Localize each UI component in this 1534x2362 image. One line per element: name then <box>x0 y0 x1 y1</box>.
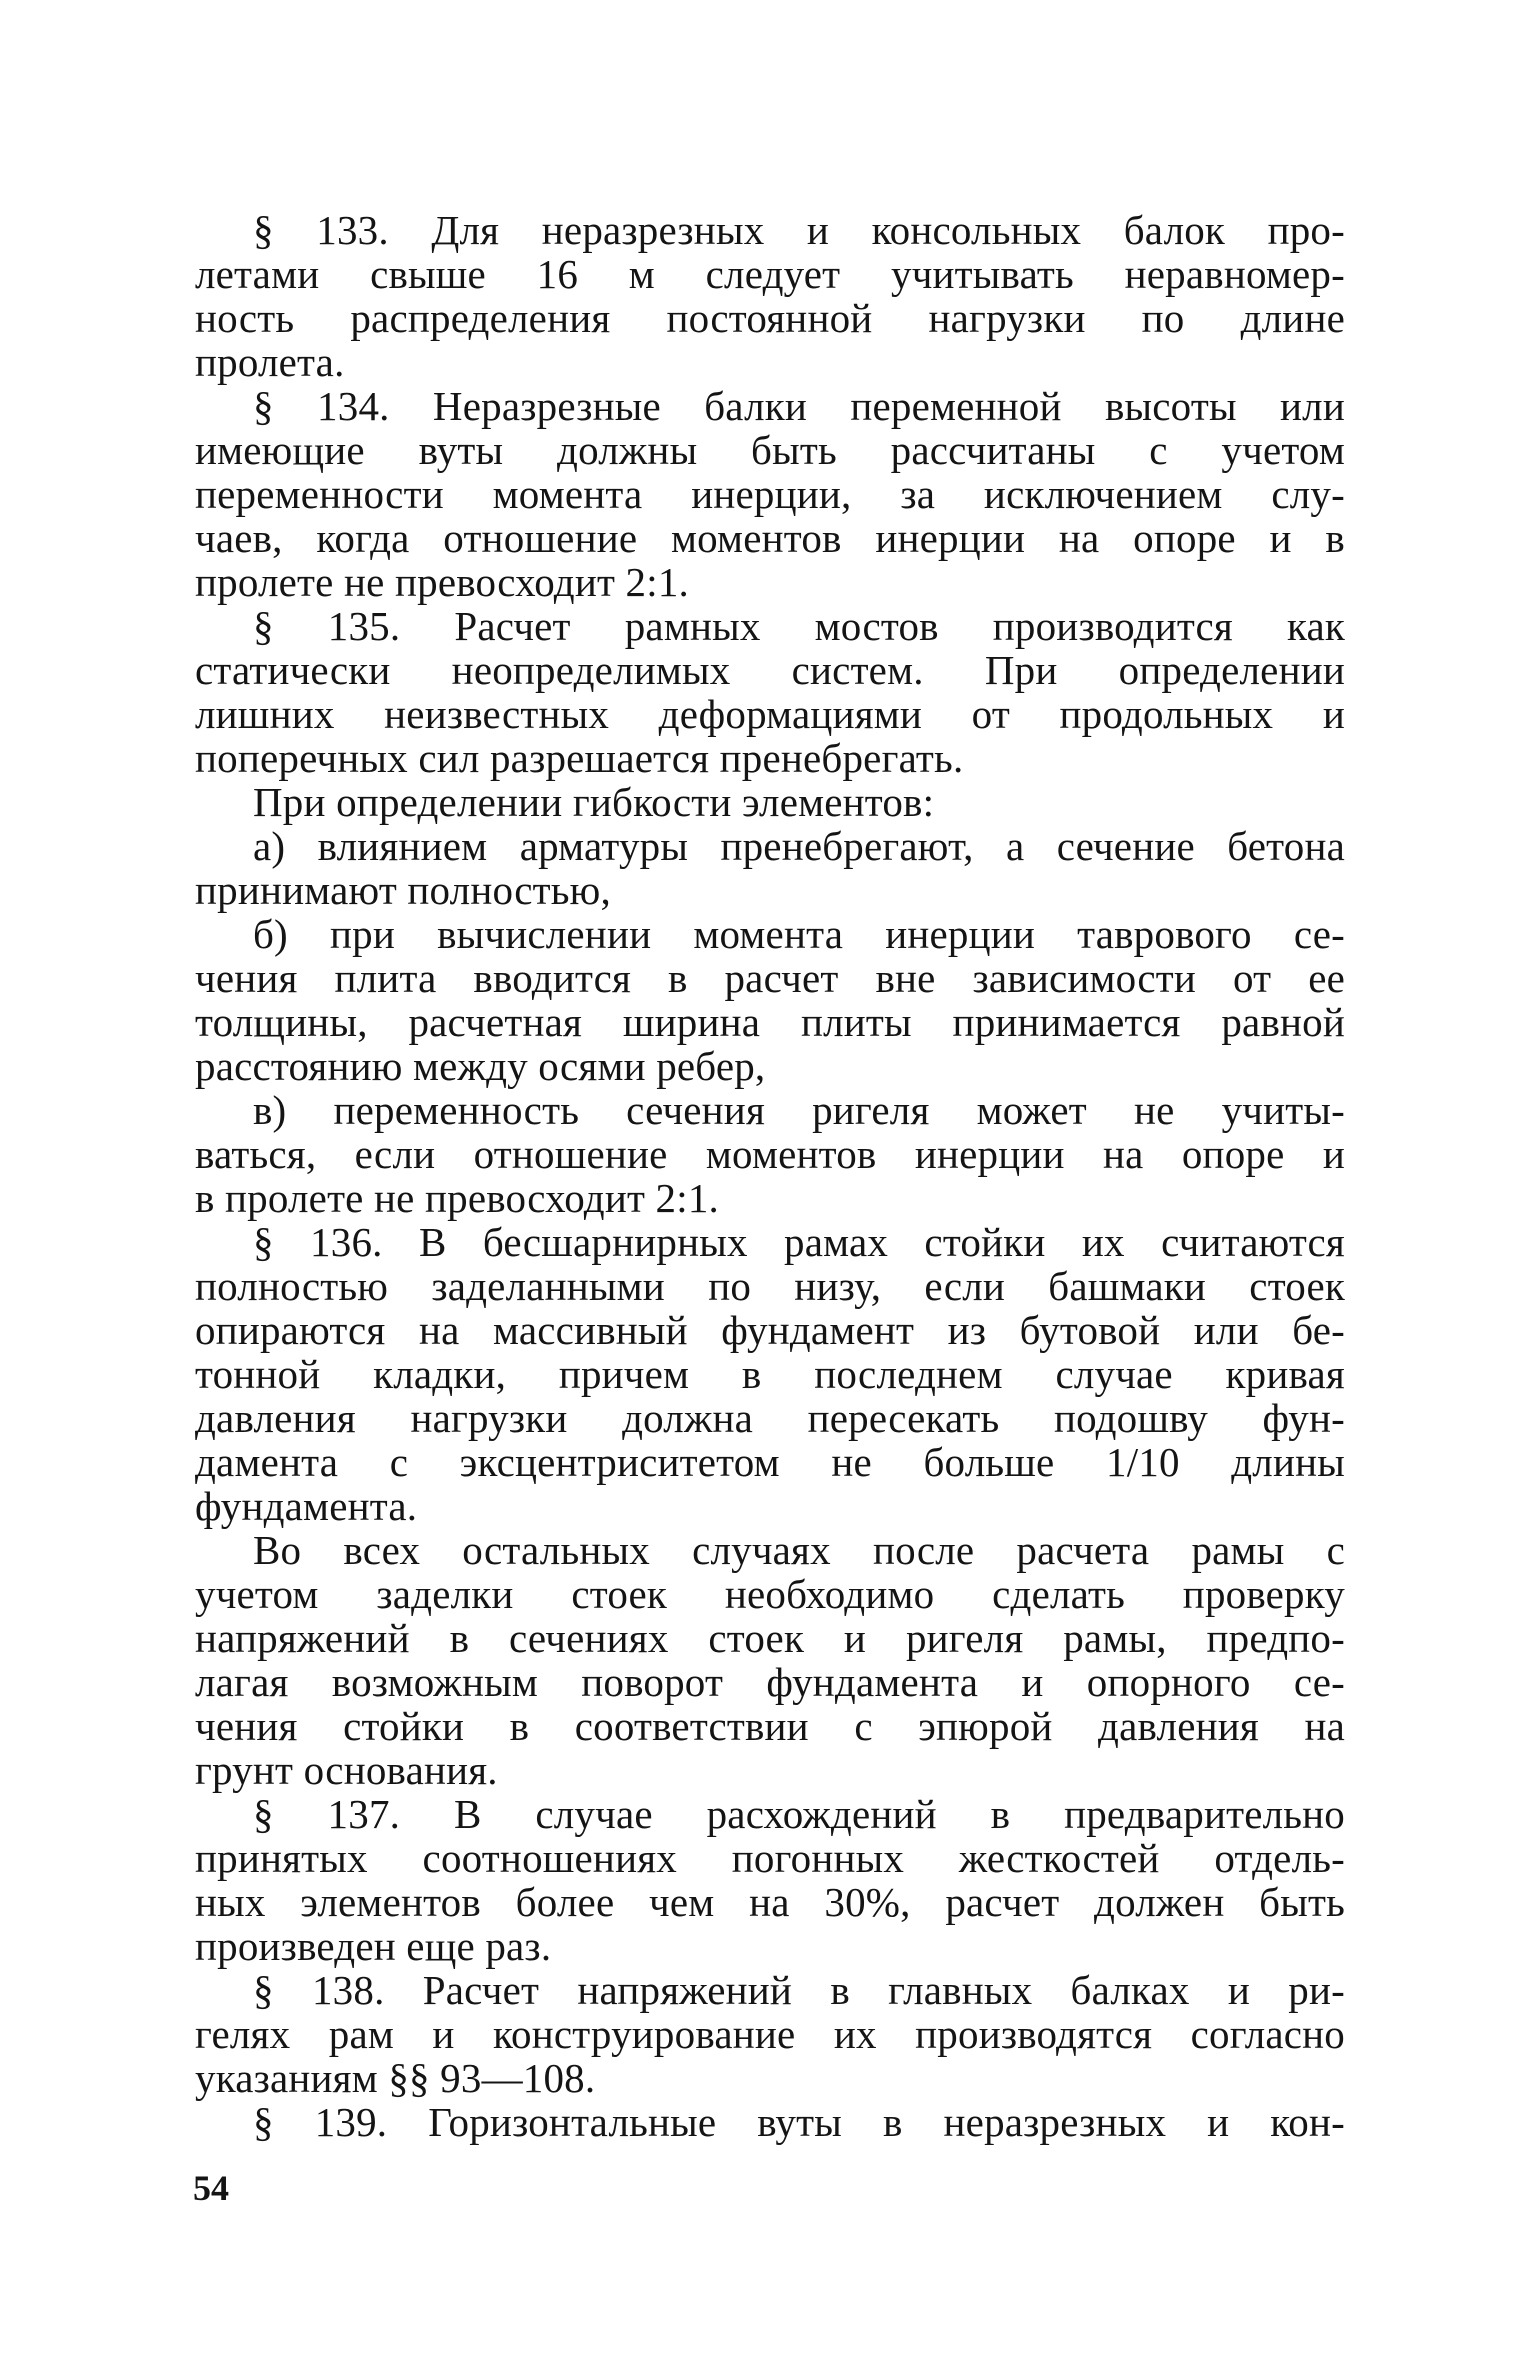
text-line: § 133. Для неразрезных и консольных балок про- <box>253 207 1345 253</box>
text-line: грунт основания. <box>195 1747 498 1793</box>
text-line: напряжений в сечениях стоек и ригеля рамы, предпо- <box>195 1615 1345 1661</box>
text-line: б) при вычислении момента инерции таврового се- <box>253 911 1345 957</box>
text-line: Во всех остальных случаях после расчета рамы с <box>253 1527 1345 1573</box>
text-line: имеющие вуты должны быть рассчитаны с учетом <box>195 427 1345 473</box>
text-line: полностью заделанными по низу, если башмаки стоек <box>195 1263 1345 1309</box>
text-line: давления нагрузки должна пересекать подошву фун- <box>195 1395 1345 1441</box>
text-line: фундамента. <box>195 1483 418 1529</box>
text-line: чаев, когда отношение моментов инерции на опоре и в <box>195 515 1345 561</box>
text-line: переменности момента инерции, за исключением слу- <box>195 471 1345 517</box>
text-line: § 134. Неразрезные балки переменной высоты или <box>253 383 1345 429</box>
text-line: а) влиянием арматуры пренебрегают, а сечение бетона <box>253 823 1345 869</box>
text-line: принимают полностью, <box>195 867 611 913</box>
text-line: лишних неизвестных деформациями от продольных и <box>195 691 1345 737</box>
text-line: принятых соотношениях погонных жесткостей отдель- <box>195 1835 1345 1881</box>
text-line: указаниям §§ 93—108. <box>195 2055 596 2101</box>
text-line: толщины, расчетная ширина плиты принимается равной <box>195 999 1345 1045</box>
text-line: пролете не превосходит 2:1. <box>195 559 689 605</box>
text-line: чения плита вводится в расчет вне зависимости от ее <box>195 955 1345 1001</box>
text-line: § 135. Расчет рамных мостов производится как <box>253 603 1345 649</box>
text-line: ваться, если отношение моментов инерции на опоре и <box>195 1131 1345 1177</box>
text-line: § 138. Расчет напряжений в главных балках и ри- <box>253 1967 1345 2013</box>
text-line: пролета. <box>195 339 345 385</box>
text-line: лагая возможным поворот фундамента и опорного се- <box>195 1659 1345 1705</box>
text-line: расстоянию между осями ребер, <box>195 1043 766 1089</box>
text-line: в пролете не превосходит 2:1. <box>195 1175 719 1221</box>
text-line: поперечных сил разрешается пренебрегать. <box>195 735 964 781</box>
text-line: ность распределения постоянной нагрузки по длине <box>195 295 1345 341</box>
text-line: тонной кладки, причем в последнем случае кривая <box>195 1351 1345 1397</box>
text-line: § 137. В случае расхождений в предварительно <box>253 1791 1345 1837</box>
text-line: гелях рам и конструирование их производятся согласно <box>195 2011 1345 2057</box>
page-number: 54 <box>193 2168 229 2208</box>
text-line: чения стойки в соответствии с эпюрой давления на <box>195 1703 1345 1749</box>
text-line: ных элементов более чем на 30%, расчет должен быть <box>195 1879 1345 1925</box>
text-line: § 139. Горизонтальные вуты в неразрезных и кон- <box>253 2099 1345 2145</box>
text-line: опираются на массивный фундамент из бутовой или бе- <box>195 1307 1345 1353</box>
text-line: § 136. В бесшарнирных рамах стойки их считаются <box>253 1219 1345 1265</box>
text-line: летами свыше 16 м следует учитывать неравномер- <box>195 251 1345 297</box>
text-line: дамента с эксцентриситетом не больше 1/10 длины <box>195 1439 1345 1485</box>
text-line: статически неопределимых систем. При определении <box>195 647 1345 693</box>
text-line: в) переменность сечения ригеля может не учиты- <box>253 1087 1345 1133</box>
text-line: учетом заделки стоек необходимо сделать проверку <box>195 1571 1345 1617</box>
text-line: произведен еще раз. <box>195 1923 552 1969</box>
text-line: При определении гибкости элементов: <box>253 779 935 825</box>
